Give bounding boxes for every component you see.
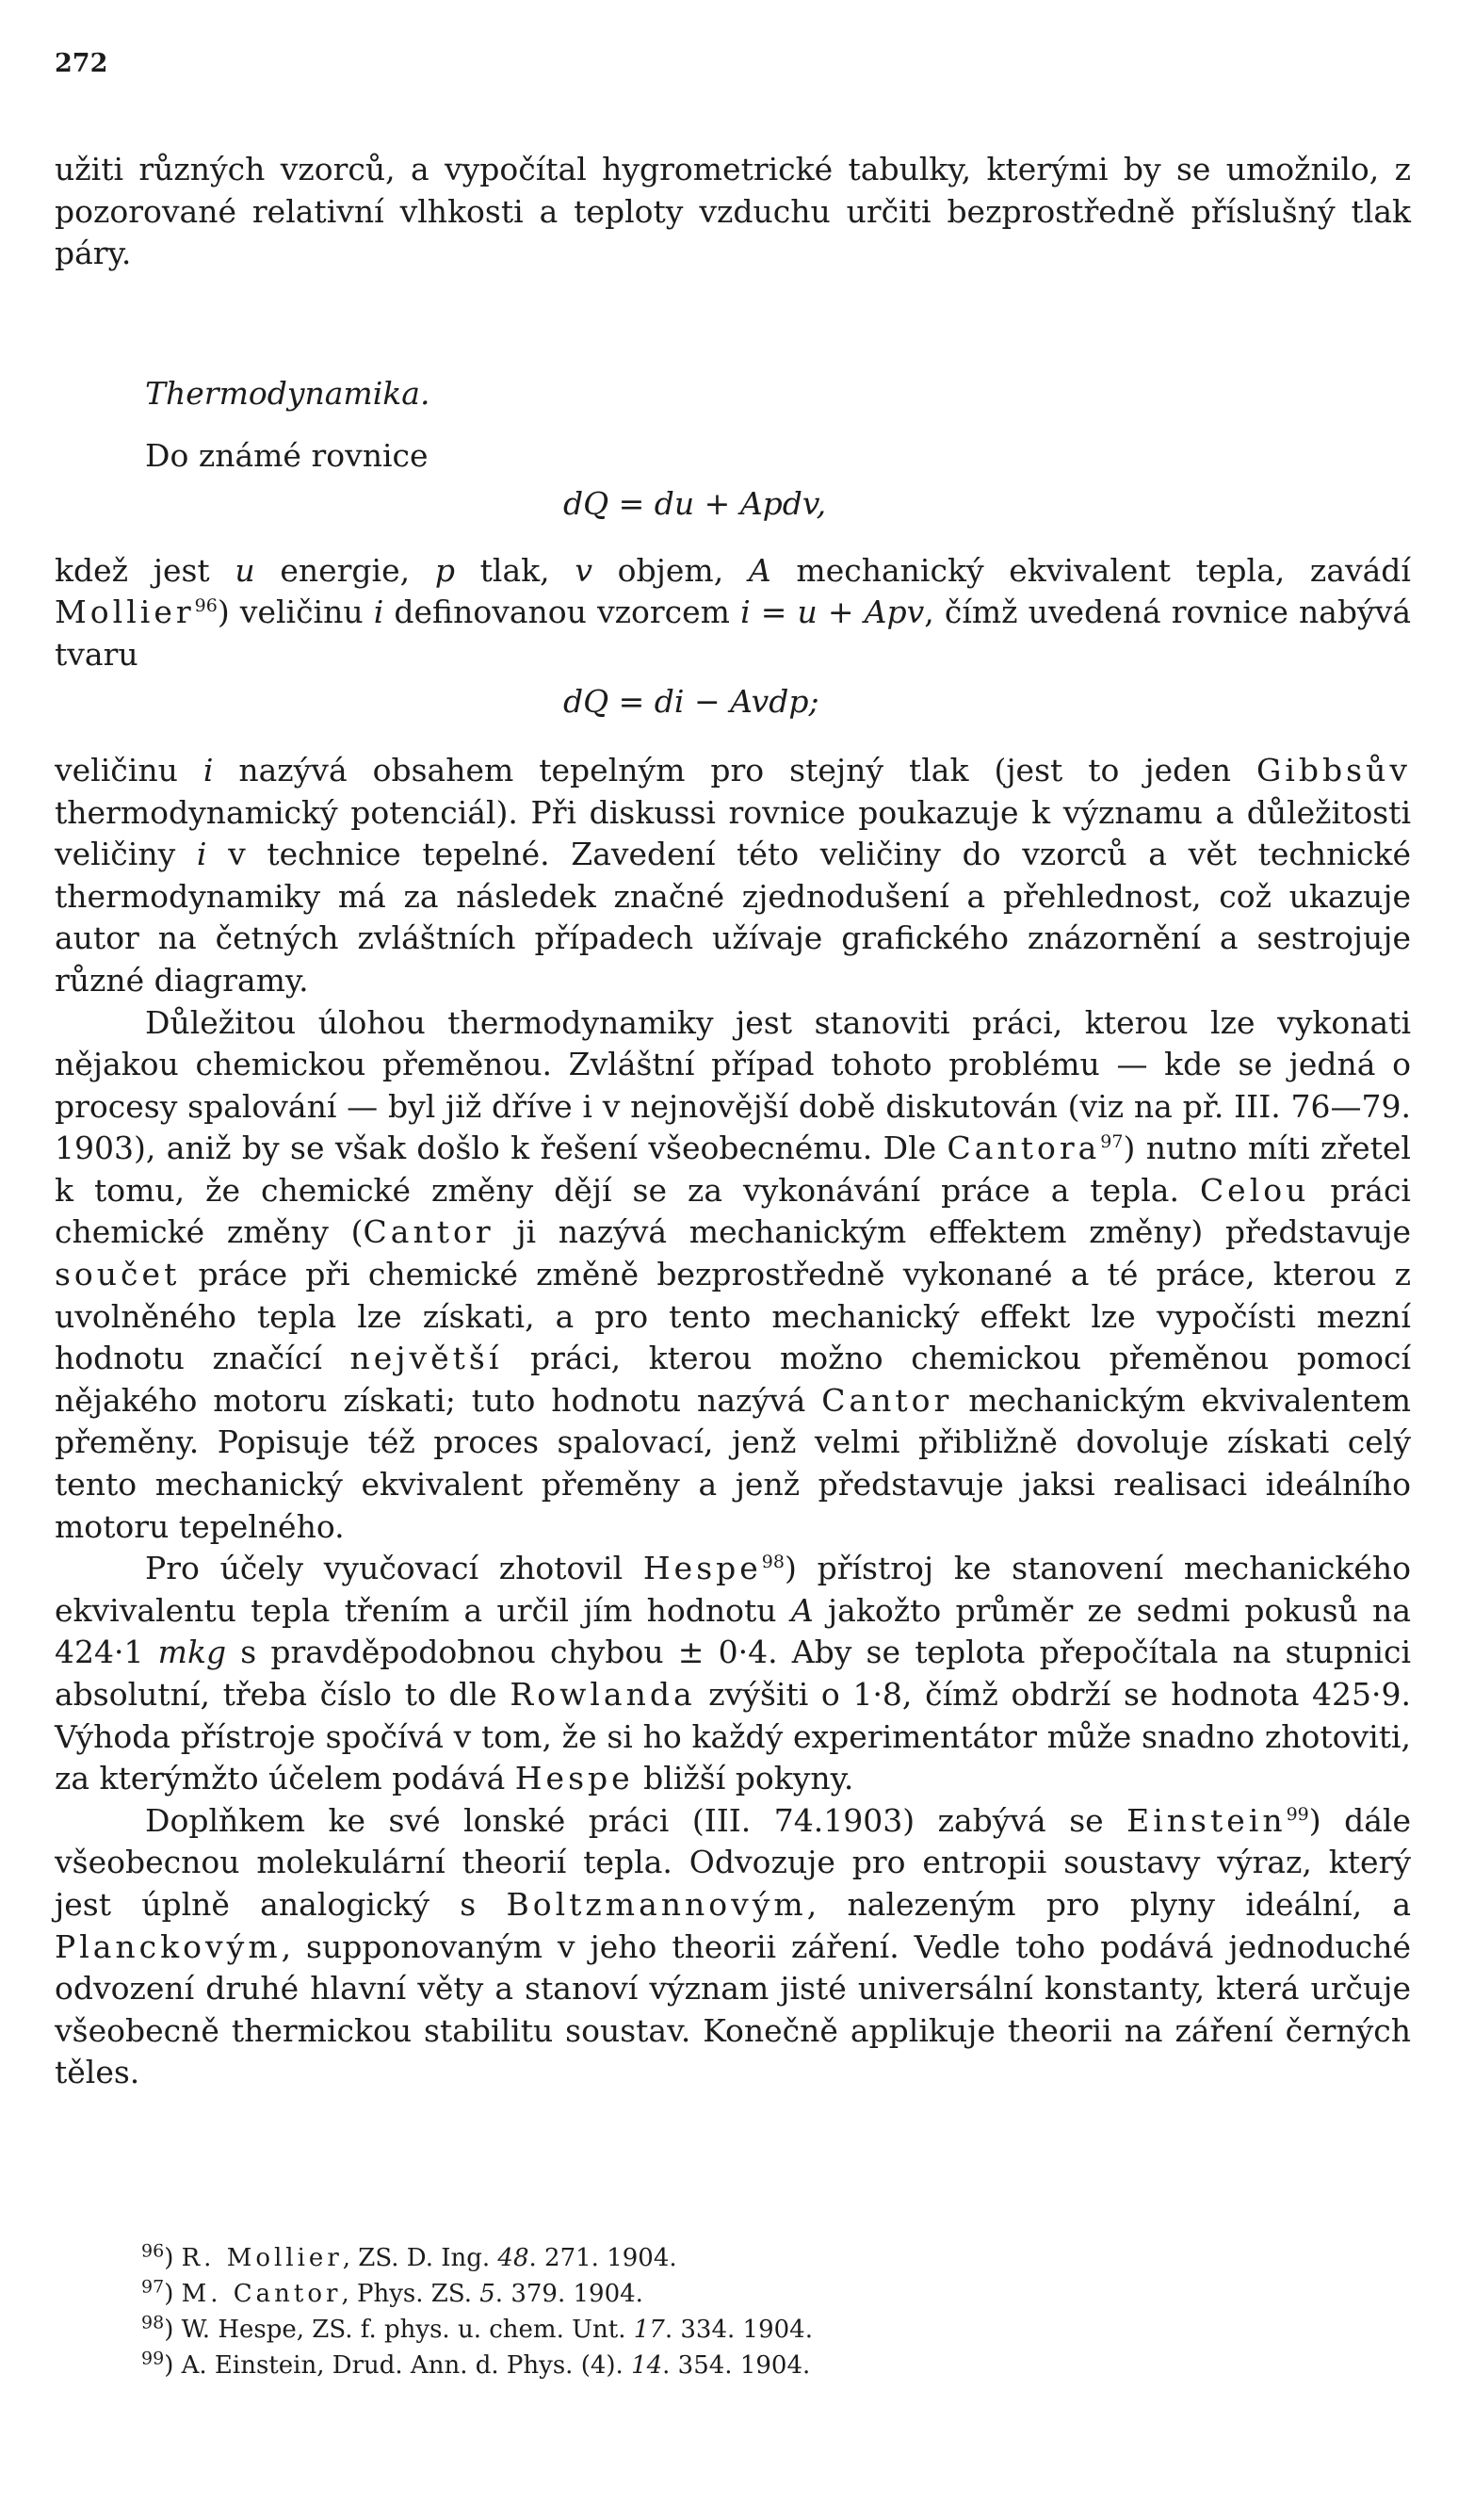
section-title: Thermodynamika. [145, 374, 430, 412]
footnote: $^{96}$) R. Mollier, ZS. D. Ing. 48. 271. 1904. [141, 2240, 677, 2272]
footnotes [141, 2240, 813, 2383]
author-gibbs: Gibbsův [1256, 751, 1411, 789]
author-einstein: Einstein [1126, 1801, 1287, 1839]
equation-energy: dQ = du + Apdv, [563, 484, 827, 522]
paragraph-cantor: Důležitou úlohou thermodynamiky jest stanoviti práci, kterou lze vykonati nějakou chemickou přeměnou. Zvláštní případ tohoto problému — kde se jedná o procesy spalování — byl již dříve i v nejnovější době diskutován (viz na př. III. 76—79. 1903), aniž by se však došlo k řešení všeobecnému. Dle Cantora$^{97}$) nutno míti zřetel k tomu, že chemické změny dějí se za vykonávání práce a tepla. Celou práci chemické změny (Cantor ji nazývá mechanickým effektem změny) představuje součet práce při chemické změně bezprostředně vykonané a té práce, kterou z uvolněného tepla lze získati, a pro tento mechanický effekt lze vypočísti mezní hodnotu značící největší práci, kterou možno chemickou přeměnou pomocí nějakého motoru získati; tuto hodnotu nazývá Cantor mechanickým ekvivalentem přeměny. Popisuje též proces spalovací, jenž velmi přibližně dovoluje získati celý tento mechanický ekvivalent přeměny a jenž představuje jaksi realisaci ideálního motoru tepelného. [55, 1003, 1412, 1545]
paragraph-hespe: Pro účely vyučovací zhotovil Hespe$^{98}$) přístroj ke stanovení mechanického ekvivalentu tepla třením a určil jím hodnotu A jakožto průměr ze sedmi pokusů na 424·1 mkg s pravděpodobnou chybou ± 0·4. Aby se teplota přepočítala na stupnici absolutní, třeba číslo to dle Rowlanda zvýšiti o 1·8, čímž obdrží se hodnota 425·9. Výhoda přístroje spočívá v tom, že si ho každý experimentátor může snadno zhotoviti, za kterýmžto účelem podává Hespe bližší pokyny. [55, 1550, 1411, 1797]
footnote-ref-96: 96 [194, 595, 218, 617]
author-mollier: Mollier [55, 593, 195, 631]
paragraph-einstein: Doplňkem ke své lonské práci (III. 74.1903) zabývá se Einstein$^{99}$) dále všeobecnou molekulární theorií tepla. Odvozuje pro entropii soustavy výraz, který jest úplně analogický s Boltzmannovým, nalezeným pro plyny ideální, a Planckovým, supponovaným v jeho theorii záření. Vedle toho podává jednoduché odvození druhé hlavní věty a stanoví význam jisté universální konstanty, která určuje všeobecně thermickou stabilitu soustav. Konečně applikuje theorii na záření černých těles. [55, 1801, 1412, 2091]
paragraph-hygrometry: užiti různých vzorců, a vypočítal hygrometrické tabulky, kterými by se umožnilo, z pozorované relativní vlhkosti a teploty vzduchu určiti bezprostředně příslušný tlak páry. [55, 151, 1411, 272]
paragraph-equation-intro: Do známé rovnice [145, 437, 429, 475]
author-hespe: Hespe [642, 1550, 762, 1587]
footnote: $^{99}$) A. Einstein, Drud. Ann. d. Phys. (4). 14. 354. 1904. [141, 2348, 811, 2380]
equation-enthalpy: dQ = di − Avdp; [563, 683, 819, 721]
paragraph-mollier: kdež jest u energie, p tlak, v objem, A mechanický ekvivalent tepla, zavádí Mollier$^{96}$) veličinu i definovanou vzorcem i = u + Apv, čímž uvedená rovnice nabývá tvaru [55, 551, 1411, 673]
footnote-ref-97: 97 [1100, 1131, 1124, 1153]
footnote: $^{98}$) W. Hespe, ZS. f. phys. u. chem. Unt. 17. 334. 1904. [141, 2312, 813, 2344]
article-body [55, 149, 1411, 2094]
page-number: 272 [55, 49, 108, 78]
footnote-ref-99: 99 [1286, 1803, 1309, 1825]
paragraph-enthalpy: veličinu i nazývá obsahem tepelným pro stejný tlak (jest to jeden Gibbsův thermodynamický potenciál). Při diskussi rovnice poukazuje k významu a důležitosti veličiny i v technice tepelné. Zavedení této veličiny do vzorců a vět technické thermodynamiky má za následek značné zjednodušení a přehlednost, což ukazuje autor na četných zvláštních případech užívaje grafického znázornění a sestrojuje různé diagramy. [55, 751, 1411, 999]
footnote: $^{97}$) M. Cantor, Phys. ZS. 5. 379. 1904. [141, 2276, 643, 2308]
footnote-ref-98: 98 [761, 1552, 785, 1573]
author-cantor: Cantora [947, 1130, 1101, 1167]
